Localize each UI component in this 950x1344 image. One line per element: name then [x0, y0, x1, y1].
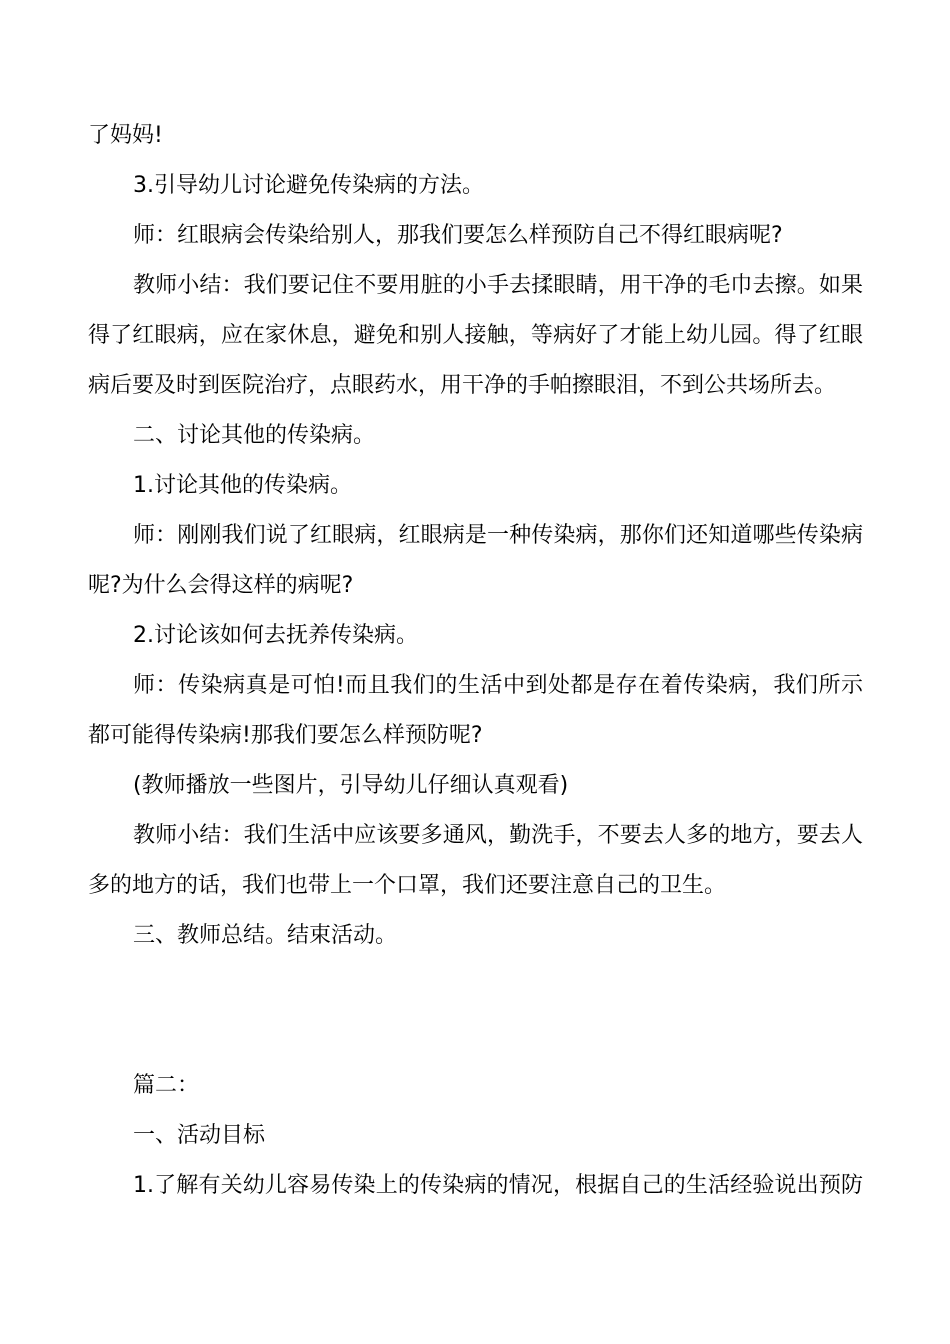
paragraph-line: 多的地方的话，我们也带上一个口罩，我们还要注意自己的卫生。 [88, 873, 727, 898]
paragraph-line: 了妈妈! [88, 123, 163, 148]
paragraph-line: 呢?为什么会得这样的病呢? [88, 573, 354, 598]
list-item-heading: 1.了解有关幼儿容易传染上的传染病的情况，根据自己的生活经验说出预防 [133, 1173, 863, 1198]
paragraph-line: (教师播放一些图片，引导幼儿仔细认真观看) [133, 773, 569, 798]
part-heading: 篇二： [133, 1073, 200, 1098]
paragraph-line: 师：刚刚我们说了红眼病，红眼病是一种传染病，那你们还知道哪些传染病 [133, 523, 863, 548]
paragraph-line: 教师小结：我们要记住不要用脏的小手去揉眼睛，用干净的毛巾去擦。如果 [133, 273, 863, 298]
list-item-heading: 3.引导幼儿讨论避免传染病的方法。 [133, 173, 484, 198]
section-heading: 三、教师总结。结束活动。 [133, 923, 398, 948]
paragraph-line: 教师小结：我们生活中应该要多通风，勤洗手，不要去人多的地方，要去人 [133, 823, 863, 848]
paragraph-line: 师：红眼病会传染给别人，那我们要怎么样预防自己不得红眼病呢? [133, 223, 783, 248]
list-item-heading: 1.讨论其他的传染病。 [133, 473, 352, 498]
paragraph-line: 师：传染病真是可怕!而且我们的生活中到处都是存在着传染病，我们所示 [133, 673, 863, 698]
paragraph-line: 病后要及时到医院治疗，点眼药水，用干净的手帕擦眼泪，不到公共场所去。 [88, 373, 837, 398]
section-heading: 一、活动目标 [133, 1123, 266, 1148]
paragraph-line: 得了红眼病，应在家休息，避免和别人接触，等病好了才能上幼儿园。得了红眼 [88, 323, 863, 348]
section-heading: 二、讨论其他的传染病。 [133, 423, 376, 448]
list-item-heading: 2.讨论该如何去抚养传染病。 [133, 623, 418, 648]
paragraph-line: 都可能得传染病!那我们要怎么样预防呢? [88, 723, 483, 748]
